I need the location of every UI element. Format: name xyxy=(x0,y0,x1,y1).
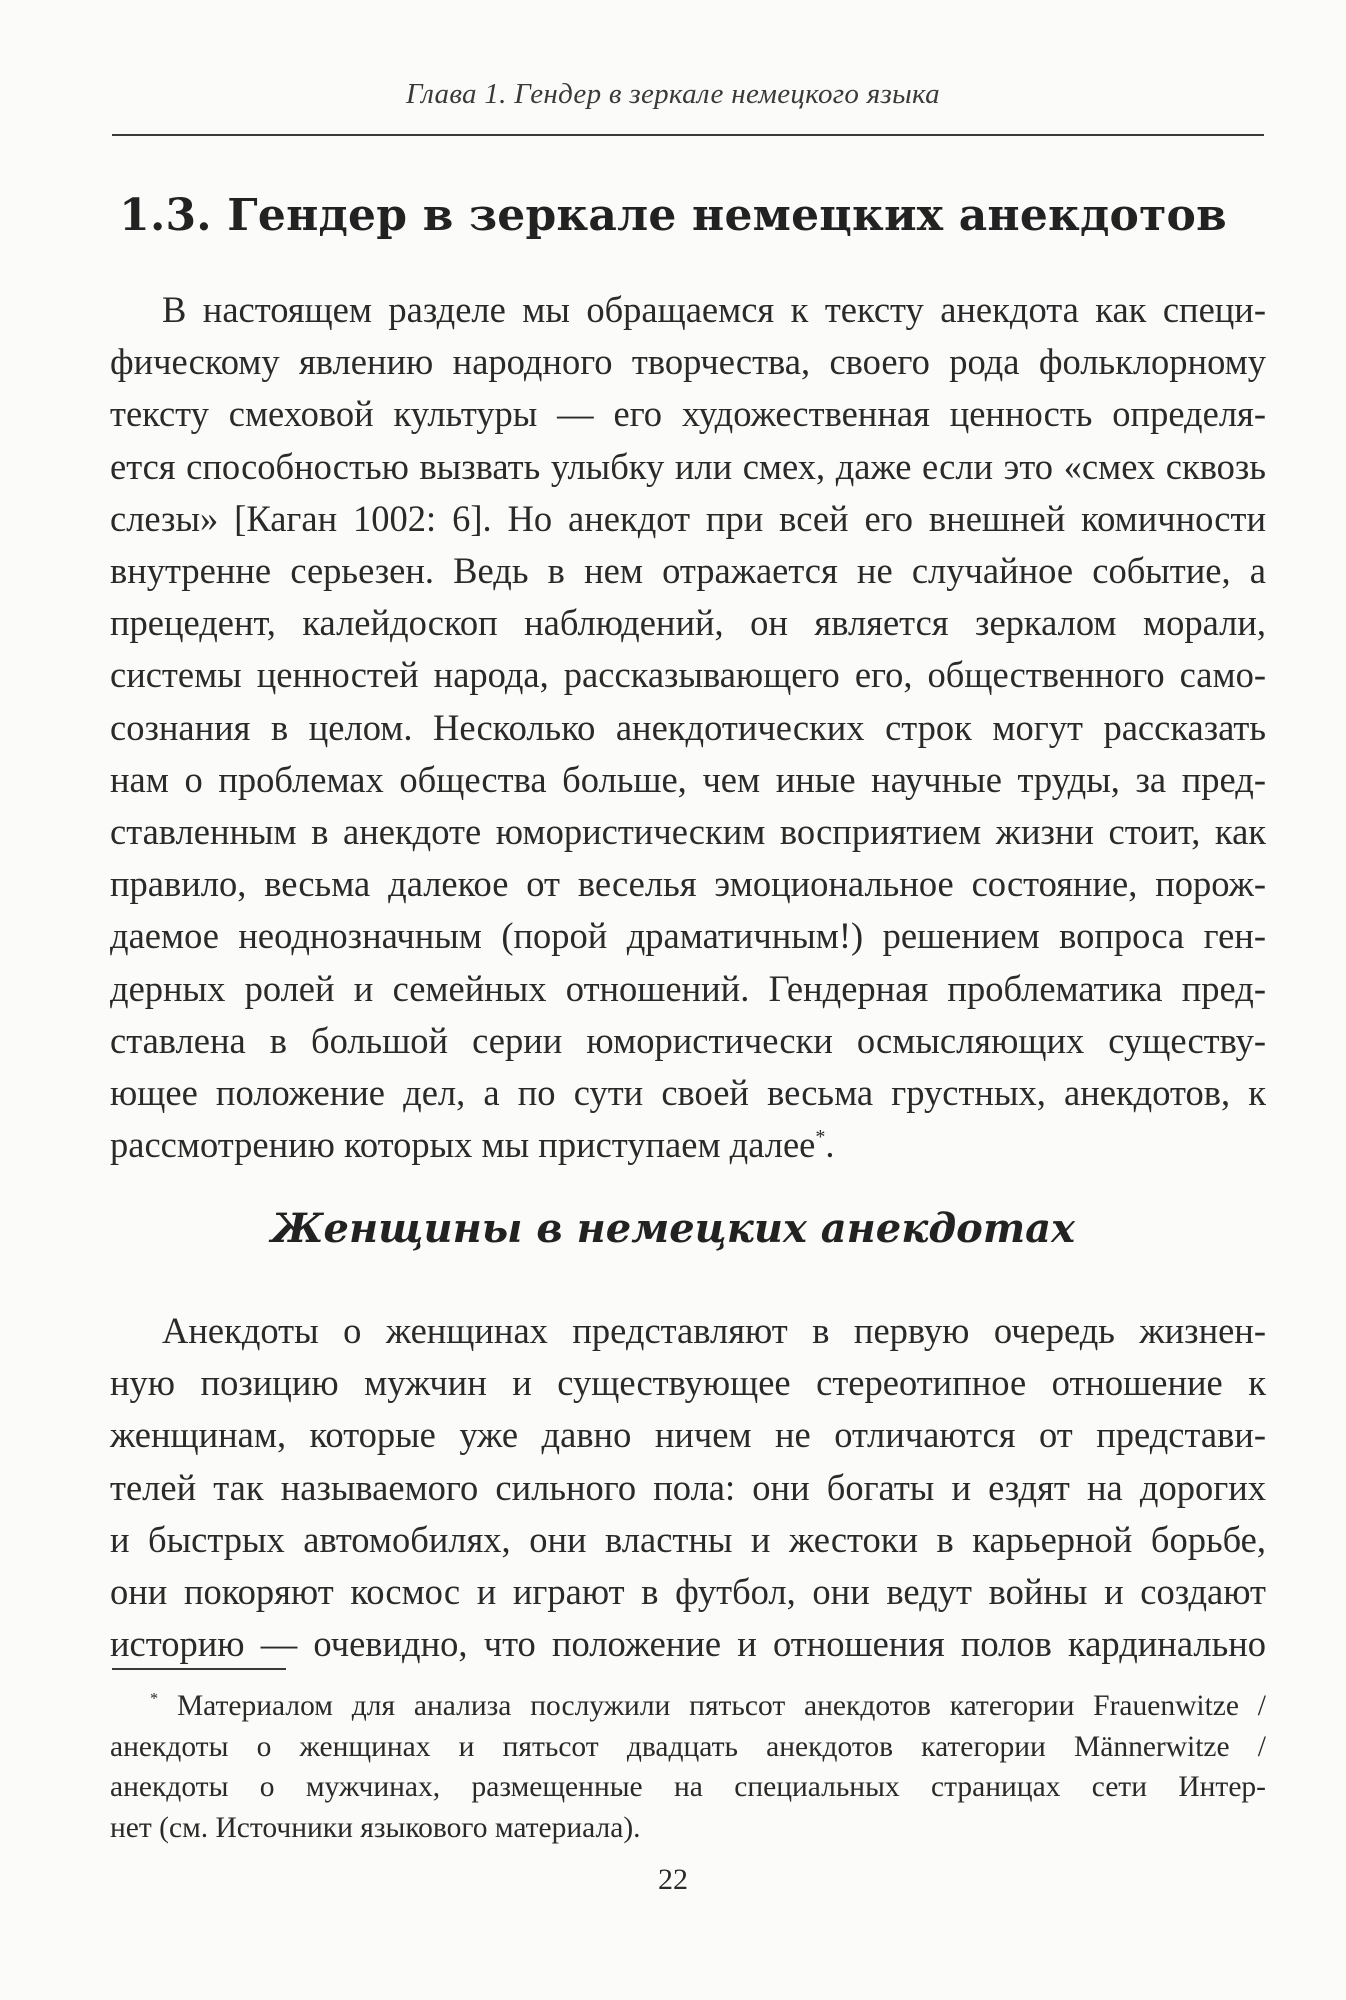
text-line: ставлена в большой серии юмористически осмысляющих существу- xyxy=(110,1019,1266,1061)
text-line: В настоящем разделе мы обращаемся к тексту анекдота как специ- xyxy=(162,289,1266,330)
footnote-line xyxy=(110,1686,1266,1727)
section-paragraph xyxy=(110,284,1266,1171)
text-line: прецедент, калейдоскоп наблюдений, он является зеркалом морали, xyxy=(110,602,1266,644)
text-line: нам о проблемах общества больше, чем иные научные труды, за пред- xyxy=(110,758,1266,800)
sentence-end: . xyxy=(825,1124,835,1166)
footnote-line-content: Материалом для анализа послужили пятьсот анекдотов категории Frauenwitze / xyxy=(176,1690,1267,1722)
text-line: ставленным в анекдоте юмористическим восприятием жизни стоит, как xyxy=(110,811,1266,853)
text-line: телей так называемого сильного пола: они богаты и ездят на дорогих xyxy=(110,1466,1266,1508)
running-header: Глава 1. Гендер в зеркале немецкого языка xyxy=(405,78,940,110)
text-line-content: рассмотрению которых мы приступаем далее xyxy=(110,1124,816,1166)
text-line: дерных ролей и семейных отношений. Гендерная проблематика пред- xyxy=(110,967,1266,1009)
subsection-title: Женщины в немецких анекдотах xyxy=(271,1205,1075,1252)
text-line: правило, весьма далекое от веселья эмоциональное состояние, порож- xyxy=(110,863,1266,905)
text-line: слезы» [Каган 1002: 6]. Но анекдот при всей его внешней комичности xyxy=(110,497,1266,539)
footnote xyxy=(110,1686,1266,1848)
footnote-mark: * xyxy=(150,1689,159,1708)
text-line: историю — очевидно, что положение и отношения полов кардинально xyxy=(110,1623,1266,1665)
text-line: женщинам, которые уже давно ничем не отличаются от представи- xyxy=(110,1414,1266,1456)
page-number: 22 xyxy=(658,1863,688,1896)
footnote-line: анекдоты о женщинах и пятьсот двадцать анекдотов категории Männerwitze / xyxy=(110,1730,1266,1763)
text-line: они покоряют космос и играют в футбол, они ведут войны и создают xyxy=(110,1571,1266,1613)
footnote-rule xyxy=(112,1668,286,1670)
text-line: даемое неоднозначным (порой драматичным!) решением вопроса ген- xyxy=(110,915,1266,957)
text-line: фическому явлению народного творчества, своего рода фольклорному xyxy=(110,341,1266,383)
footnote-line: нет (см. Источники языкового материала). xyxy=(110,1811,641,1844)
text-line: сознания в целом. Несколько анекдотических строк могут рассказать xyxy=(110,706,1266,748)
text-line-last xyxy=(110,1119,1266,1171)
text-line: тексту смеховой культуры — его художественная ценность определя- xyxy=(110,393,1266,435)
text-line: внутренне серьезен. Ведь в нем отражается не случайное событие, а xyxy=(110,550,1266,592)
text-line: и быстрых автомобилях, они властны и жестоки в карьерной борьбе, xyxy=(110,1518,1266,1560)
text-line: Анекдоты о женщинах представляют в первую очередь жизнен- xyxy=(162,1310,1266,1351)
footnote-mark[interactable]: * xyxy=(815,1126,826,1149)
text-line: ется способностью вызвать улыбку или смех, даже если это «смех сквозь xyxy=(110,445,1266,487)
subsection-paragraph xyxy=(110,1305,1266,1670)
text-line: ющее положение дел, а по сути своей весьма грустных, анекдотов, к xyxy=(110,1072,1266,1114)
footnote-line: анекдоты о мужчинах, размещенные на специальных страницах сети Интер- xyxy=(110,1771,1266,1803)
header-rule xyxy=(112,134,1264,136)
text-line: системы ценностей народа, рассказывающего его, общественного само- xyxy=(110,654,1266,696)
section-title: 1.3. Гендер в зеркале немецких анекдотов xyxy=(119,190,1227,241)
text-line: ную позицию мужчин и существующее стереотипное отношение к xyxy=(110,1362,1266,1404)
